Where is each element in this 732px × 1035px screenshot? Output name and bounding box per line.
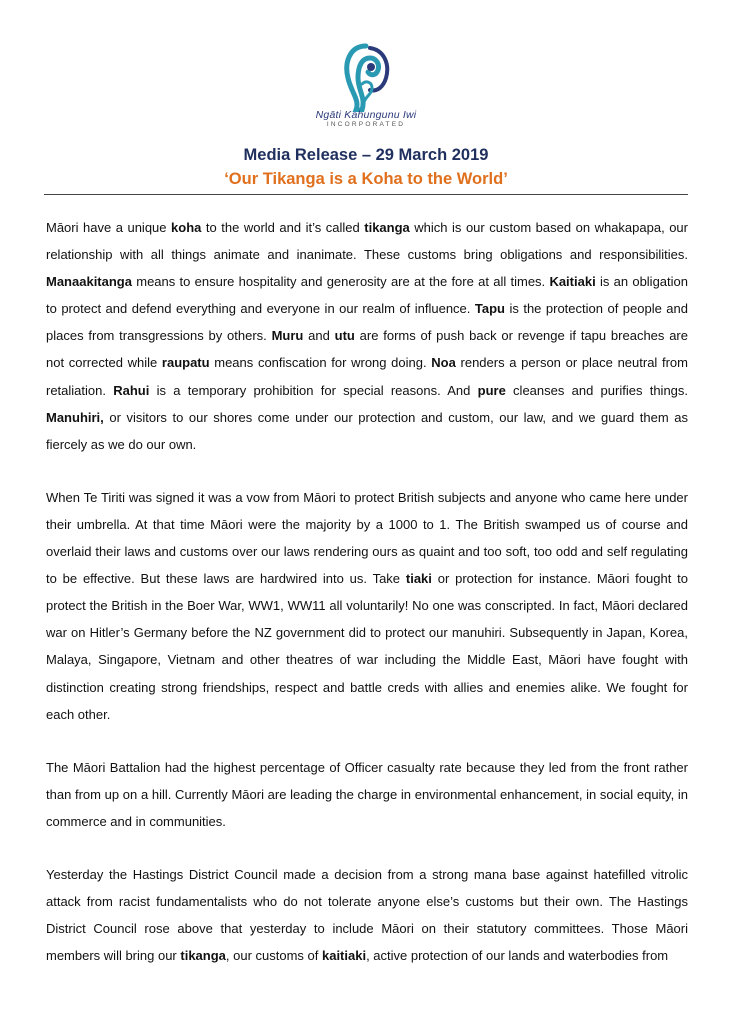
text-run: is an obligation to protect and defend everything and everyone in our realm of influence. bbox=[46, 274, 688, 317]
text-run: renders a person or place neutral from retaliation. bbox=[46, 355, 688, 398]
text-run: to the world and it’s called bbox=[201, 220, 365, 235]
bold-term: tiaki bbox=[405, 571, 432, 587]
bold-term: Muru bbox=[271, 328, 304, 344]
paragraph bbox=[46, 754, 688, 835]
text-run: or visitors to our shores come under our protection and custom, our law, and we guard them as fiercely as we do our own. bbox=[46, 409, 688, 452]
bold-term: Rahui bbox=[113, 382, 150, 398]
text-run: are forms of push back or revenge if tapu breaches are not corrected while bbox=[46, 328, 688, 371]
bold-term: Manuhiri, bbox=[46, 409, 104, 425]
text-run: or protection for instance. Māori fought to protect the British in the Boer War, WW1, WW11 all voluntarily! No one was conscripted. In fact, Māori declared war on Hitler’s Germany before the NZ government did to protect our manuhiri. Subsequently in Japan, Korea, Malaya, Singapore, Vietnam and other theatres of war including the Middle East, Māori have fought with distinction creating strong friendships, respect and battle creds with allies and enemies alike. We fought for each other. bbox=[46, 571, 688, 722]
paragraph bbox=[46, 484, 688, 728]
text-run: is the protection of people and places from transgressions by others. bbox=[46, 301, 688, 344]
text-run: cleanses and purifies things. bbox=[505, 382, 689, 398]
text-run: means confiscation for wrong doing. bbox=[209, 355, 432, 371]
bold-term: utu bbox=[334, 328, 355, 344]
bold-term: Noa bbox=[431, 355, 456, 371]
text-run: When Te Tiriti was signed it was a vow from Māori to protect British subjects and anyone who came here under their umbrella. At that time Māori were the majority by a 1000 to 1. The British swamped us of course and overlaid their laws and customs over our laws rendering ours as quaint and too soft, too odd and self regulating to be effective. But these laws are hardwired into us. Take bbox=[46, 489, 688, 587]
organisation-name: Ngāti Kahungunu Iwi bbox=[315, 109, 417, 121]
text-run: Māori have a unique bbox=[46, 220, 172, 235]
bold-term: kaitiaki bbox=[321, 948, 367, 964]
bold-term: Tapu bbox=[474, 301, 505, 317]
text-run: , our customs of bbox=[225, 948, 322, 964]
text-run: is a temporary prohibition for special reasons. And bbox=[149, 382, 478, 398]
release-title: Media Release – 29 March 2019 bbox=[243, 146, 489, 164]
paragraph bbox=[46, 214, 688, 458]
text-run: which is our custom based on whakapapa, our relationship with all things animate and inanimate. These customs bring obligations and responsibilities. bbox=[46, 220, 688, 263]
bold-term: tikanga bbox=[180, 948, 226, 964]
paragraph bbox=[46, 861, 688, 969]
bold-term: Manaakitanga bbox=[46, 274, 132, 290]
text-run: Yesterday the Hastings District Council made a decision from a strong mana base against hatefilled vitrolic attack from racist fundamentalists who do not tolerate anyone else’s customs but their own. The Hastings District Council rose above that yesterday to include Māori on their statutory committees. Those Māori members will bring our bbox=[46, 866, 688, 964]
bold-term: pure bbox=[477, 382, 506, 398]
bold-term: koha bbox=[171, 220, 202, 235]
koru-logo-icon bbox=[336, 40, 398, 112]
bold-term: Kaitiaki bbox=[549, 274, 596, 290]
bold-term: tikanga bbox=[364, 220, 410, 235]
text-run: means to ensure hospitality and generosity are at the fore at all times. bbox=[131, 274, 550, 290]
text-run: , active protection of our lands and waterbodies from bbox=[366, 948, 669, 964]
release-subtitle: ‘Our Tikanga is a Koha to the World’ bbox=[224, 170, 508, 188]
text-run: The Māori Battalion had the highest percentage of Officer casualty rate because they led from the front rather than from up on a hill. Currently Māori are leading the charge in environmental enhancement, in social equity, in commerce and in communities. bbox=[46, 759, 688, 829]
bold-term: raupatu bbox=[161, 355, 210, 371]
header-divider bbox=[44, 194, 688, 195]
release-body bbox=[46, 214, 688, 995]
text-run: and bbox=[303, 328, 335, 344]
organisation-subtitle: INCORPORATED bbox=[326, 121, 406, 128]
